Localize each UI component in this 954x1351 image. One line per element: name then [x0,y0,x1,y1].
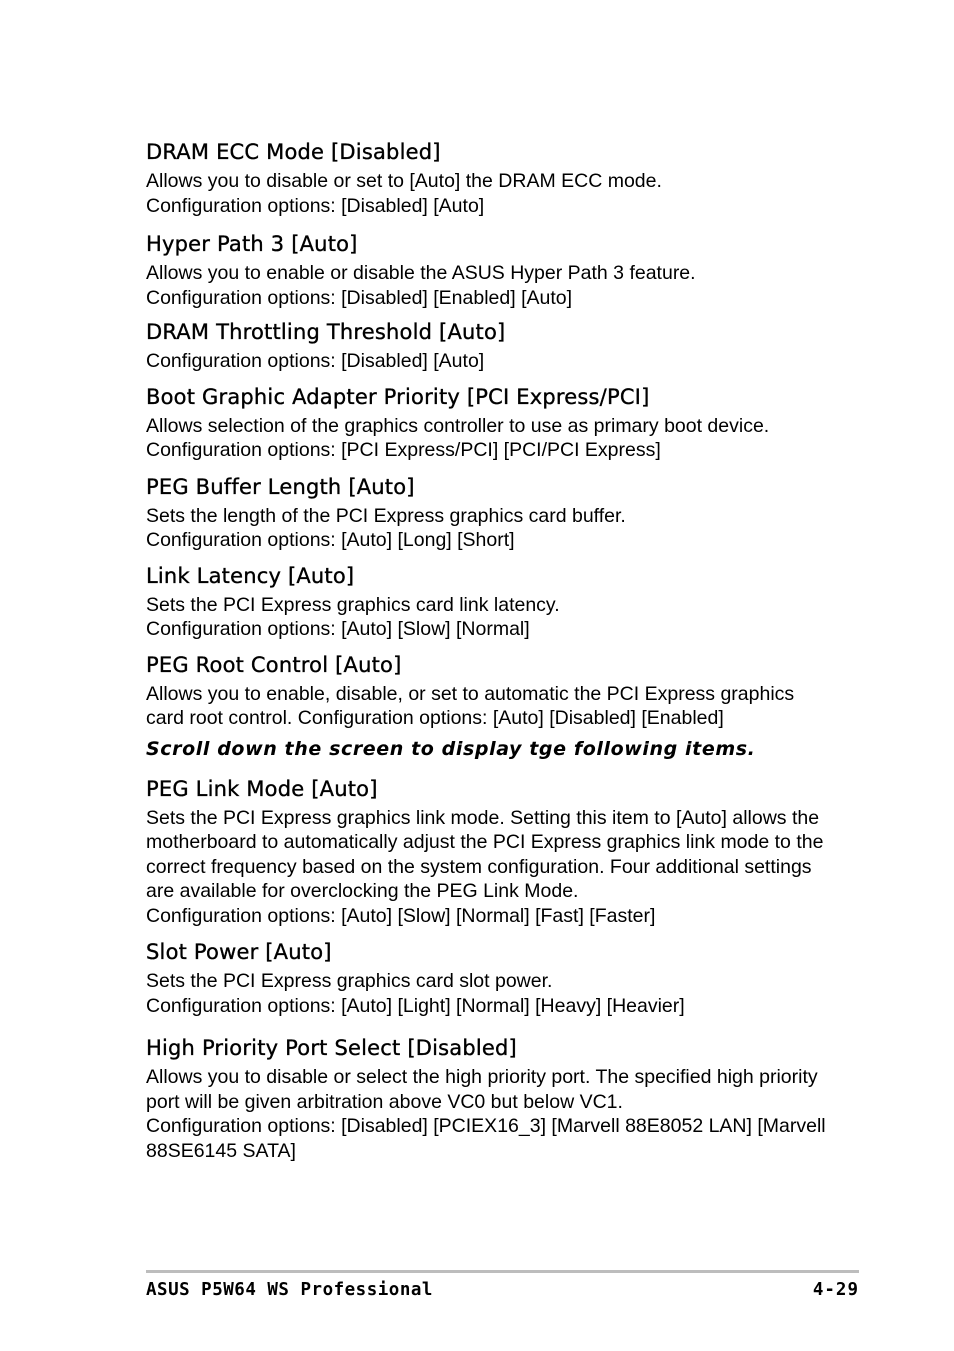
section-description: Allows you to enable, disable, or set to automatic the PCI Express graphics card root control. Configuration options: [Auto] [Disabled] [Enabled] [146,682,795,729]
section-options: Configuration options: [Disabled] [PCIEX16_3] [Marvell 88E8052 LAN] [Marvell 88SE6145 SATA] [146,1115,826,1162]
section-options: Configuration options: [PCI Express/PCI] [PCI/PCI Express] [146,439,661,461]
page-content [146,138,826,1163]
section-options: Configuration options: [Disabled] [Auto] [146,194,485,217]
footer-title: ASUS P5W64 WS Professional [146,1280,433,1300]
section-heading: PEG Root Control [Auto] [146,652,402,677]
section-options: Configuration options: [Disabled] [Auto] [146,350,485,372]
section-peg-buffer-length [146,473,826,553]
section-description: Allows you to disable or set to [Auto] the DRAM ECC mode. [146,170,662,192]
page-number: 4-29 [812,1280,859,1300]
section-description: Allows you to enable or disable the ASUS Hyper Path 3 feature. [146,262,696,284]
section-heading: High Priority Port Select [Disabled] [146,1036,517,1060]
section-description: Sets the length of the PCI Express graphics card buffer. [146,504,626,527]
scroll-note: Scroll down the screen to display tge following items. [146,737,756,760]
section-heading: Boot Graphic Adapter Priority [PCI Express/PCI] [146,384,650,409]
section-heading: Slot Power [Auto] [146,940,332,964]
section-slot-power [146,938,826,1018]
section-heading: DRAM ECC Mode [Disabled] [146,140,441,164]
section-description: Allows you to disable or select the high priority port. The specified high priority port will be given arbitration above VC0 but below VC1. [146,1066,818,1113]
section-heading: PEG Buffer Length [Auto] [146,474,415,499]
section-options: Configuration options: [Auto] [Light] [Normal] [Heavy] [Heavier] [146,994,685,1017]
section-heading: Hyper Path 3 [Auto] [146,232,358,256]
section-heading: PEG Link Mode [Auto] [146,776,378,801]
section-options: Configuration options: [Disabled] [Enabled] [Auto] [146,286,573,309]
section-peg-link-mode [146,775,826,929]
section-heading: Link Latency [Auto] [146,563,355,588]
footer-divider [146,1270,859,1273]
section-options: Configuration options: [Auto] [Slow] [Normal] [Fast] [Faster] [146,904,656,927]
section-options: Configuration options: [Auto] [Long] [Short] [146,529,515,551]
section-description: Allows selection of the graphics controller to use as primary boot device. [146,414,770,437]
section-hyper-path-3 [146,230,826,310]
section-dram-throttling-threshold [146,318,826,374]
section-high-priority-port-select [146,1034,826,1163]
section-heading: DRAM Throttling Threshold [Auto] [146,320,506,344]
section-link-latency [146,562,826,642]
section-options: Configuration options: [Auto] [Slow] [Normal] [146,618,530,640]
section-description: Sets the PCI Express graphics card slot power. [146,970,553,992]
section-boot-graphic-adapter-priority [146,383,826,463]
section-description: Sets the PCI Express graphics link mode. Setting this item to [Auto] allows the motherboard to automatically adjust the PCI Express graphics link mode to the correct frequency based on the system configuration. Four additional settings are available for overclocking the PEG Link Mode. [146,806,824,902]
section-dram-ecc-mode [146,138,826,218]
section-peg-root-control [146,651,826,731]
section-description: Sets the PCI Express graphics card link latency. [146,593,560,616]
